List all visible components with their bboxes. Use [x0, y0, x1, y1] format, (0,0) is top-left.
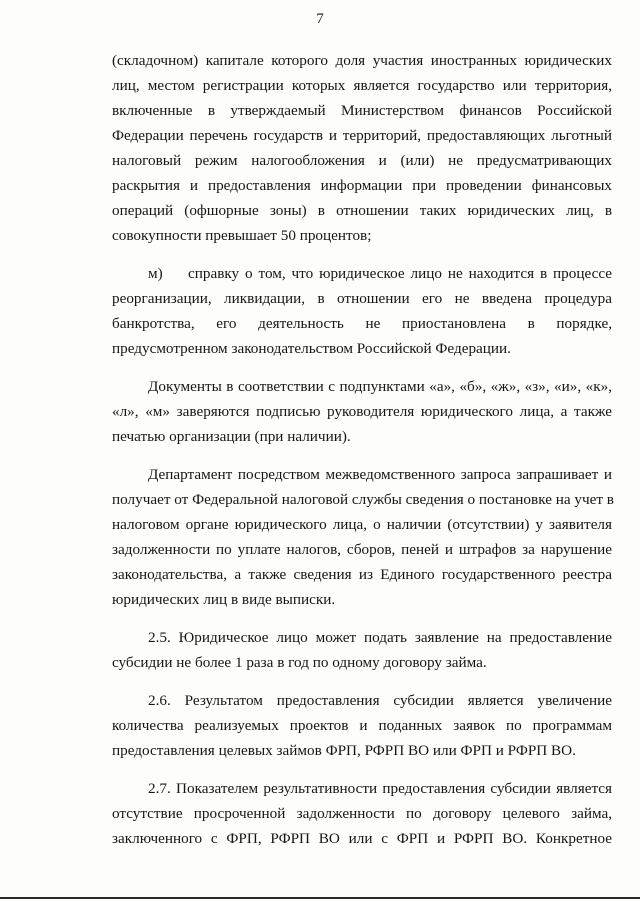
text-line: «л», «м» заверяются подписью руководителя юридического лица, а также	[112, 403, 612, 420]
text-line: заключенного с ФРП, РФРП ВО или с ФРП и РФРП ВО. Конкретное	[112, 830, 612, 847]
text-line: Федерации перечень государств и территорий, предоставляющих льготный	[112, 127, 612, 144]
text-line: субсидии не более 1 раза в год по одному договору займа.	[112, 654, 487, 671]
list-item-m	[112, 261, 612, 361]
text-line: 2.5. Юридическое лицо может подать заявление на предоставление	[148, 629, 612, 646]
paragraph-offshore-share	[112, 48, 612, 248]
text-line: банкротства, его деятельность не приостановлена в порядке,	[112, 315, 612, 332]
clause-2-5	[112, 625, 612, 675]
paragraph-interagency-request	[112, 462, 612, 612]
text-line: включенные в утверждаемый Министерством финансов Российской	[112, 102, 612, 119]
text-line: получает от Федеральной налоговой службы сведения о постановке на учет в	[112, 491, 614, 508]
scan-bottom-edge	[0, 897, 640, 899]
text-line: совокупности превышает 50 процентов;	[112, 227, 372, 244]
text-line: реорганизации, ликвидации, в отношении его не введена процедура	[112, 290, 612, 307]
text-line: предусмотренном законодательством Российской Федерации.	[112, 340, 511, 357]
list-marker: м)	[148, 265, 163, 282]
text-line: печатью организации (при наличии).	[112, 428, 351, 445]
text-line: Департамент посредством межведомственного запроса запрашивает и	[148, 466, 612, 483]
page-number: 7	[316, 11, 324, 27]
text-line: количества реализуемых проектов и поданных заявок по программам	[112, 717, 612, 734]
text-line: задолженности по уплате налогов, сборов, пеней и штрафов за нарушение	[112, 541, 612, 558]
text-line	[112, 261, 612, 286]
text-line: 2.6. Результатом предоставления субсидии является увеличение	[148, 692, 612, 709]
text-line: юридических лиц в виде выписки.	[112, 591, 336, 608]
text-line: налоговый режим налогообложения и (или) не предусматривающих	[112, 152, 612, 169]
text-line: отсутствие просроченной задолженности по договору целевого займа,	[112, 805, 612, 822]
clause-2-6	[112, 688, 612, 763]
text-line: операций (офшорные зоны) в отношении таких юридических лиц, в	[112, 202, 612, 219]
text-fragment: справку о том, что юридическое лицо не находится в процессе	[188, 265, 612, 282]
clause-2-7	[112, 776, 612, 851]
text-line: Документы в соответствии с подпунктами «а», «б», «ж», «з», «и», «к»,	[148, 378, 612, 395]
text-line: раскрытия и предоставления информации при проведении финансовых	[112, 177, 612, 194]
paragraph-documents-certification	[112, 374, 612, 449]
text-line: 2.7. Показателем результативности предоставления субсидии является	[148, 780, 612, 797]
text-line: законодательства, а также сведения из Единого государственного реестра	[112, 566, 612, 583]
document-body	[112, 48, 612, 851]
text-line: предоставления целевых займов ФРП, РФРП ВО или ФРП и РФРП ВО.	[112, 742, 576, 759]
text-line: налоговом органе юридического лица, о наличии (отсутствии) у заявителя	[112, 516, 612, 533]
text-line: (складочном) капитале которого доля участия иностранных юридических	[112, 52, 612, 69]
text-line: лиц, местом регистрации которых является государство или территория,	[112, 77, 612, 94]
